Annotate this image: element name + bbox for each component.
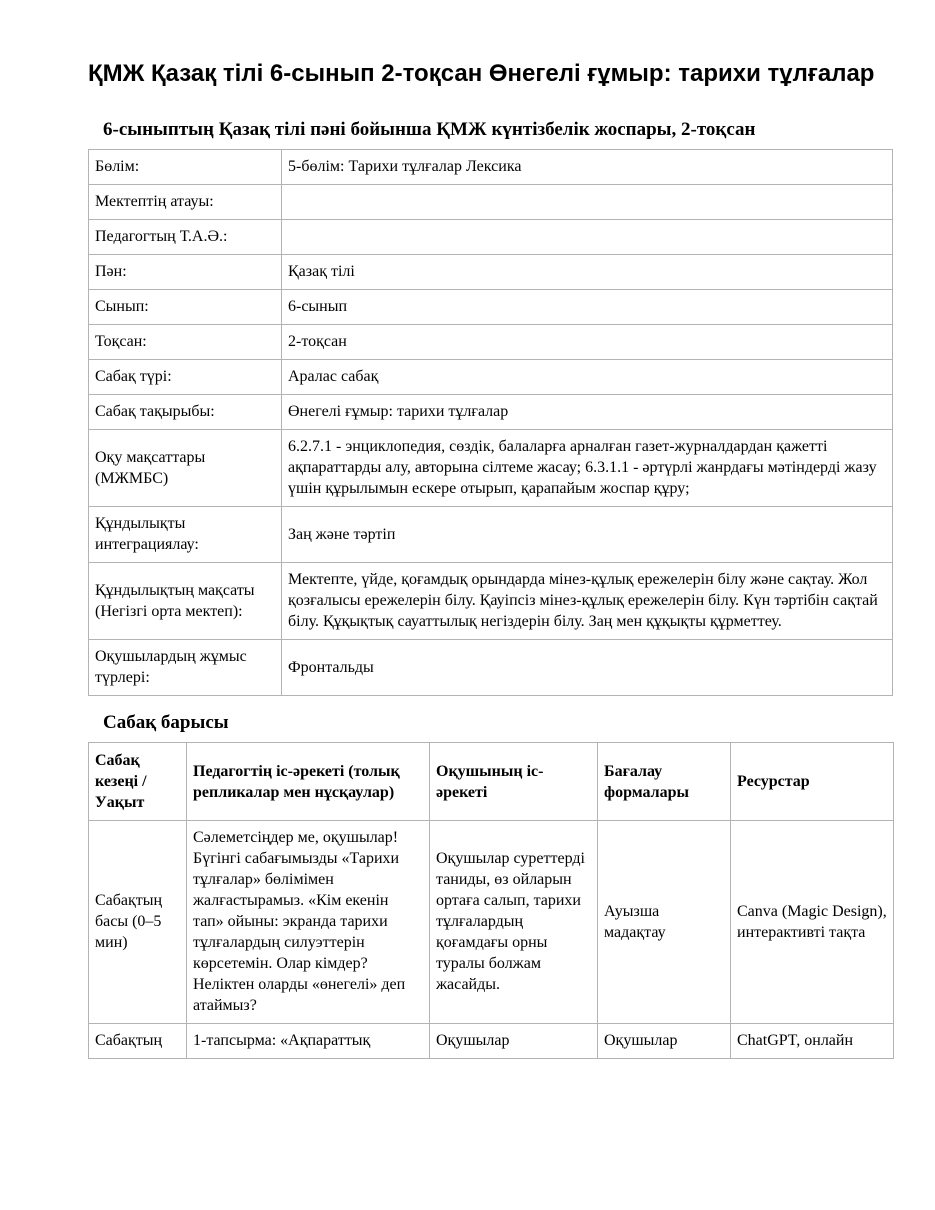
resources-cell: Canva (Magic Design), интерактивті тақта <box>731 821 894 1024</box>
info-row-work-types <box>89 640 893 696</box>
lesson-info-table <box>88 149 893 696</box>
info-label: Сынып: <box>89 290 282 325</box>
info-row-teacher <box>89 220 893 255</box>
info-value-empty <box>282 220 893 255</box>
table-row <box>89 1024 894 1059</box>
teacher-activity-cell: Сәлеметсіңдер ме, оқушылар! Бүгінгі сабағымызды «Тарихи тұлғалар» бөлімімен жалғастырамыз. «Кім екенін тап» ойыны: экранда тарихи тұлғалардың силуэттерін көрсетемін. Олар кімдер? Неліктен оларды «өнегелі» деп атаймыз? <box>187 821 430 1024</box>
info-value-empty <box>282 185 893 220</box>
lesson-section-heading: Сабақ барысы <box>103 712 229 733</box>
lesson-stage-cell: Сабақтың басы (0–5 мин) <box>89 821 187 1024</box>
info-row-lesson-topic <box>89 395 893 430</box>
info-value: Мектепте, үйде, қоғамдық орындарда мінез-құлық ережелерін білу және сақтау. Жол қозғалысы ережелерін білу. Қауіпсіз мінез-құлық ережелерін білу. Күн тәртібін сақтай білу. Құқықтық сауаттылық негіздерін білу. Заң мен құқықты құрметтеу. <box>282 563 893 640</box>
info-label: Педагогтың Т.А.Ә.: <box>89 220 282 255</box>
info-row-school <box>89 185 893 220</box>
info-value: 6-сынып <box>282 290 893 325</box>
info-row-learning-objectives <box>89 430 893 507</box>
info-label: Сабақ түрі: <box>89 360 282 395</box>
info-row-section <box>89 150 893 185</box>
info-label: Құндылықты интеграциялау: <box>89 507 282 563</box>
column-header-student-activity: Оқушының іс-әрекеті <box>430 743 598 821</box>
info-value: 5-бөлім: Тарихи тұлғалар Лексика <box>282 150 893 185</box>
info-row-value-integration <box>89 507 893 563</box>
info-value: Фронтальды <box>282 640 893 696</box>
info-row-lesson-type <box>89 360 893 395</box>
info-value: 6.2.7.1 - энциклопедия, сөздік, балаларға арналған газет-журналдардан қажетті ақпараттарды алу, авторына сілтеме жасау; 6.3.1.1 - әртүрлі жанрдағы мәтіндерді жазу үшін құрылымын ескере отырып, қарапайым жоспар құру; <box>282 430 893 507</box>
assessment-cell: Ауызша мадақтау <box>598 821 731 1024</box>
info-value: Заң және тәртіп <box>282 507 893 563</box>
column-header-stage: Сабақ кезеңі / Уақыт <box>89 743 187 821</box>
info-value: Қазақ тілі <box>282 255 893 290</box>
info-value: Аралас сабақ <box>282 360 893 395</box>
info-label: Оқу мақсаттары (МЖМБС) <box>89 430 282 507</box>
info-label: Бөлім: <box>89 150 282 185</box>
info-row-grade <box>89 290 893 325</box>
table-row <box>89 821 894 1024</box>
student-activity-cell: Оқушылар суреттерді таниды, өз ойларын ортаға салып, тарихи тұлғалардың қоғамдағы орны туралы болжам жасайды. <box>430 821 598 1024</box>
info-label: Оқушылардың жұмыс түрлері: <box>89 640 282 696</box>
lesson-flow-table <box>88 742 894 1059</box>
info-label: Мектептің атауы: <box>89 185 282 220</box>
info-row-value-goal <box>89 563 893 640</box>
info-section-heading: 6-сыныптың Қазақ тілі пәні бойынша ҚМЖ күнтізбелік жоспары, 2-тоқсан <box>103 119 756 140</box>
resources-cell: ChatGPT, онлайн <box>731 1024 894 1059</box>
teacher-activity-cell: 1-тапсырма: «Ақпараттық <box>187 1024 430 1059</box>
info-value: Өнегелі ғұмыр: тарихи тұлғалар <box>282 395 893 430</box>
document-title: ҚМЖ Қазақ тілі 6-сынып 2-тоқсан Өнегелі ғұмыр: тарихи тұлғалар <box>88 60 875 87</box>
document-page <box>88 58 893 1059</box>
lesson-table-header-row <box>89 743 894 821</box>
column-header-teacher-activity: Педагогтің іс-әрекеті (толық репликалар мен нұсқаулар) <box>187 743 430 821</box>
info-label: Тоқсан: <box>89 325 282 360</box>
info-label: Сабақ тақырыбы: <box>89 395 282 430</box>
info-label: Пән: <box>89 255 282 290</box>
lesson-stage-cell: Сабақтың <box>89 1024 187 1059</box>
info-value: 2-тоқсан <box>282 325 893 360</box>
student-activity-cell: Оқушылар <box>430 1024 598 1059</box>
info-label: Құндылықтың мақсаты (Негізгі орта мектеп): <box>89 563 282 640</box>
info-row-quarter <box>89 325 893 360</box>
column-header-assessment: Бағалау формалары <box>598 743 731 821</box>
column-header-resources: Ресурстар <box>731 743 894 821</box>
info-row-subject <box>89 255 893 290</box>
assessment-cell: Оқушылар <box>598 1024 731 1059</box>
